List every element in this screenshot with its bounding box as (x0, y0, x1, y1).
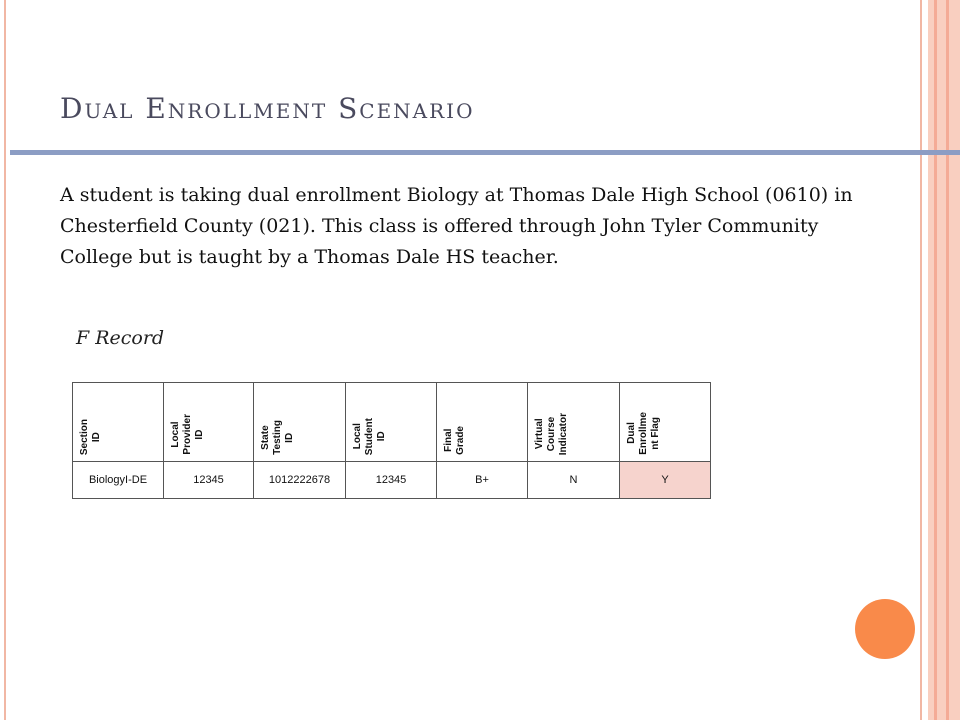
table-row (73, 462, 711, 499)
header-row (73, 383, 711, 462)
col-header-label: Virtual Course Indicator (534, 412, 569, 455)
f-record-table (72, 382, 711, 499)
col-header-label: Final Grade (443, 426, 466, 455)
col-header-label: State Testing ID (260, 420, 295, 455)
slide-title: Dual Enrollment Scenario (60, 92, 475, 125)
col-header-local-student-id (346, 383, 437, 462)
col-header-label: Local Provider ID (170, 414, 205, 455)
col-header-dual-enrollment-flag (620, 383, 711, 462)
cell-local-student-id: 12345 (346, 462, 437, 499)
col-header-virtual-course-indicator (528, 383, 620, 462)
cell-section-id: BiologyI-DE (73, 462, 164, 499)
cell-final-grade: B+ (437, 462, 528, 499)
cell-state-testing-id: 1012222678 (254, 462, 346, 499)
decor-line (946, 0, 949, 720)
record-caption: F Record (76, 327, 165, 349)
col-header-label: Dual Enrollme nt Flag (626, 412, 661, 455)
col-header-state-testing-id (254, 383, 346, 462)
cell-local-provider-id: 12345 (164, 462, 254, 499)
decor-line (934, 0, 937, 720)
col-header-label: Local Student ID (352, 417, 387, 455)
cell-virtual-course-indicator: N (528, 462, 620, 499)
accent-circle (855, 599, 915, 659)
right-decor-band (928, 0, 960, 720)
col-header-section-id (73, 383, 164, 462)
col-header-final-grade (437, 383, 528, 462)
title-underline-extension (922, 150, 960, 155)
scenario-text: A student is taking dual enrollment Biology at Thomas Dale High School (0610) in Chesterfield County (021). This class is offered through John Tyler Community College but is taught by a Thomas Dale HS teacher. (60, 184, 853, 268)
col-header-label: Section ID (79, 418, 102, 455)
cell-dual-enrollment-flag: Y (620, 462, 711, 499)
col-header-local-provider-id (164, 383, 254, 462)
title-underline (10, 150, 922, 155)
